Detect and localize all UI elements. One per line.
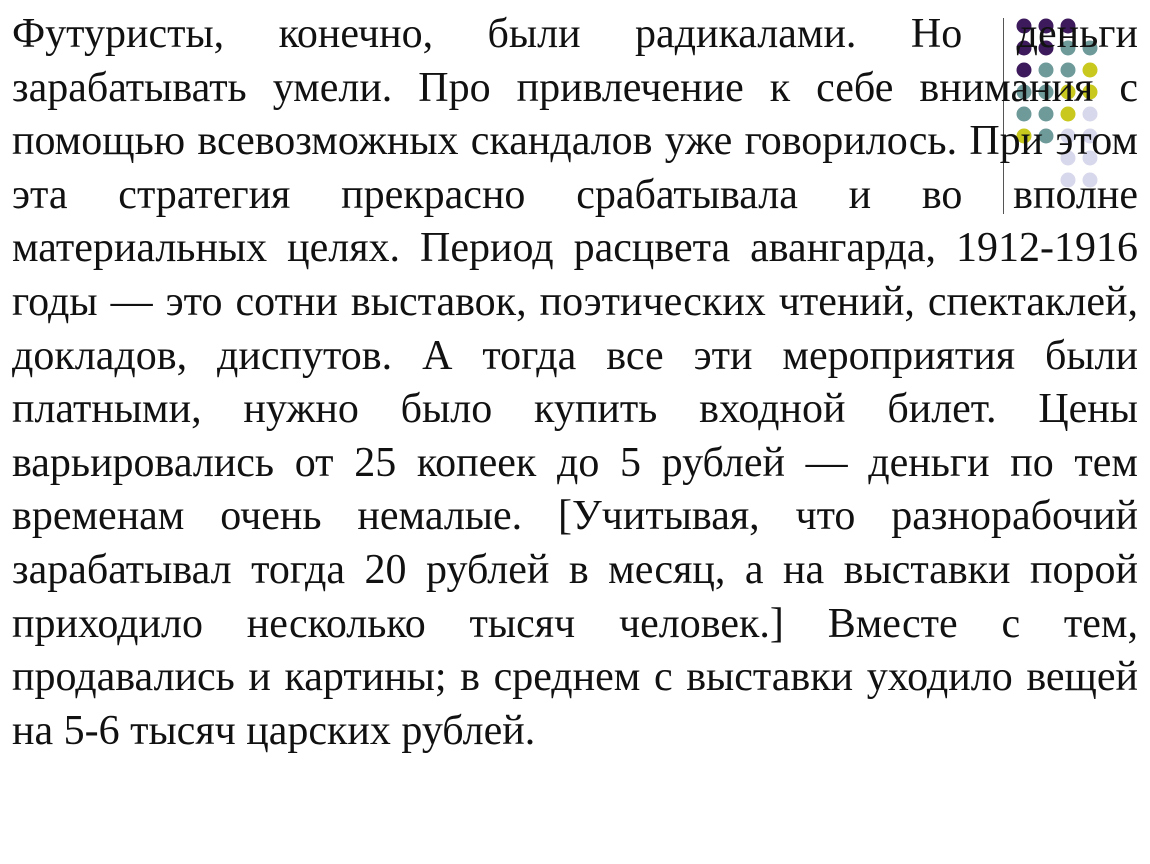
body-paragraph: Футуристы, конечно, были радикалами. Но деньги зарабатывать умели. Про привлечение к себе внимания с помощью всевозможных скандалов уже говорилось. При этом эта стратегия прекрасно срабатывала и во вполне материальных целях. Период расцвета авангарда, 1912-1916 годы — это сотни выставок, поэтических чтений, спектаклей, докладов, диспутов. А тогда все эти мероприятия были платными, нужно было купить входной билет. Цены варьировались от 25 копеек до 5 рублей — деньги по тем временам очень немалые. [Учитывая, что разнорабочий зарабатывал тогда 20 рублей в месяц, а на выставки порой приходило несколько тысяч человек.] Вместе с тем, продавались и картины; в среднем с выставки уходило вещей на 5-6 тысяч царских рублей. [12, 11, 1138, 754]
